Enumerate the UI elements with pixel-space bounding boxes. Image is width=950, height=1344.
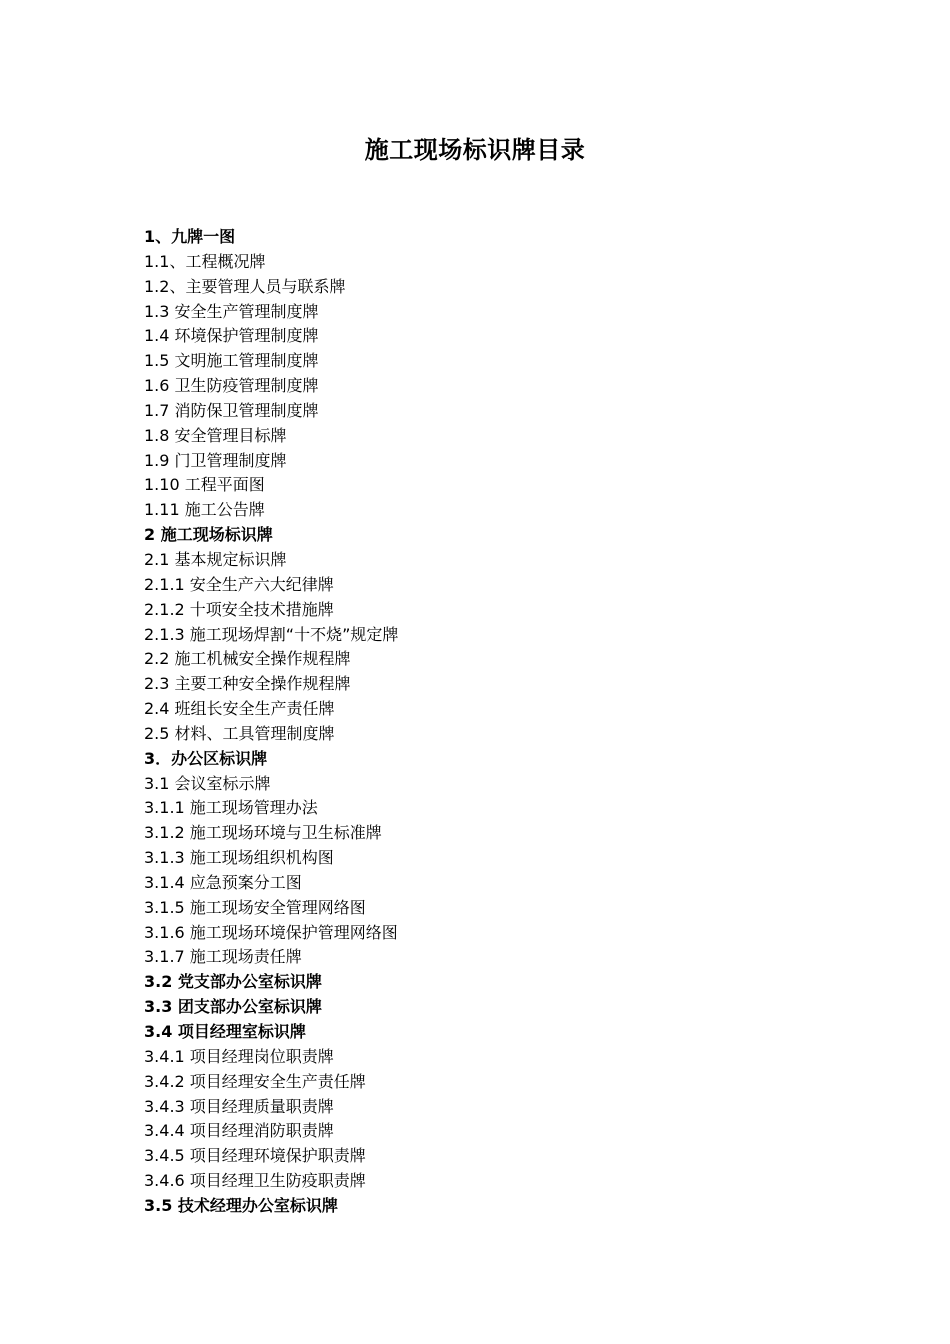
toc-entry: 2.1.1 安全生产六大纪律牌	[144, 574, 334, 594]
toc-section-heading: 3.2 党支部办公室标识牌	[144, 972, 322, 992]
toc-entry: 3.4.4 项目经理消防职责牌	[144, 1121, 334, 1141]
toc-entry: 3.1.7 施工现场责任牌	[144, 947, 302, 967]
toc-section-heading: 3.5 技术经理办公室标识牌	[144, 1195, 338, 1215]
toc-entry: 3.4.1 项目经理岗位职责牌	[144, 1046, 334, 1066]
toc-entry: 1.9 门卫管理制度牌	[144, 450, 287, 470]
toc-entry: 1.2、主要管理人员与联系牌	[144, 276, 346, 296]
toc-entry: 1.1、工程概况牌	[144, 251, 266, 271]
toc-entry: 1.5 文明施工管理制度牌	[144, 351, 319, 371]
toc-entry: 2.1.2 十项安全技术措施牌	[144, 599, 334, 619]
toc-entry: 2.3 主要工种安全操作规程牌	[144, 674, 351, 694]
toc-entry: 3.4.2 项目经理安全生产责任牌	[144, 1071, 366, 1091]
toc-section-heading: 3.4 项目经理室标识牌	[144, 1022, 306, 1041]
toc-entry: 2.4 班组长安全生产责任牌	[144, 699, 335, 719]
toc-entry: 3.1.3 施工现场组织机构图	[144, 848, 334, 868]
toc-entry: 1.4 环境保护管理制度牌	[144, 326, 319, 346]
toc-entry: 1.10 工程平面图	[144, 475, 265, 495]
toc-section-heading: 2 施工现场标识牌	[144, 525, 273, 545]
toc-entry: 3.1.6 施工现场环境保护管理网络图	[144, 922, 398, 942]
toc-entry: 2.1.3 施工现场焊割“十不烧”规定牌	[144, 624, 399, 644]
toc-entry: 3.4.6 项目经理卫生防疫职责牌	[144, 1171, 366, 1191]
toc-entry: 3.4.5 项目经理环境保护职责牌	[144, 1146, 366, 1166]
toc-entry: 3.4.3 项目经理质量职责牌	[144, 1096, 334, 1116]
toc-entry: 3.1.5 施工现场安全管理网络图	[144, 897, 366, 917]
toc-entry: 2.5 材料、工具管理制度牌	[144, 723, 335, 743]
toc-entry: 1.8 安全管理目标牌	[144, 425, 287, 445]
toc-entry: 1.7 消防保卫管理制度牌	[144, 400, 319, 420]
toc-entry: 3.1 会议室标示牌	[144, 773, 271, 793]
toc-entry: 1.11 施工公告牌	[144, 500, 265, 520]
toc-entry: 2.2 施工机械安全操作规程牌	[144, 649, 351, 669]
toc-entry: 3.1.2 施工现场环境与卫生标准牌	[144, 823, 382, 843]
toc-entry: 1.6 卫生防疫管理制度牌	[144, 376, 319, 396]
toc-section-heading: 3.3 团支部办公室标识牌	[144, 997, 322, 1017]
toc-section-heading: 3．办公区标识牌	[144, 748, 268, 768]
toc-entry: 1.3 安全生产管理制度牌	[144, 301, 319, 321]
toc-entry: 3.1.1 施工现场管理办法	[144, 798, 318, 818]
toc-entry: 2.1 基本规定标识牌	[144, 549, 287, 569]
table-of-contents	[144, 225, 844, 1219]
document-title: 施工现场标识牌目录	[364, 136, 586, 164]
toc-section-heading: 1、九牌一图	[144, 227, 236, 246]
toc-entry: 3.1.4 应急预案分工图	[144, 872, 302, 892]
